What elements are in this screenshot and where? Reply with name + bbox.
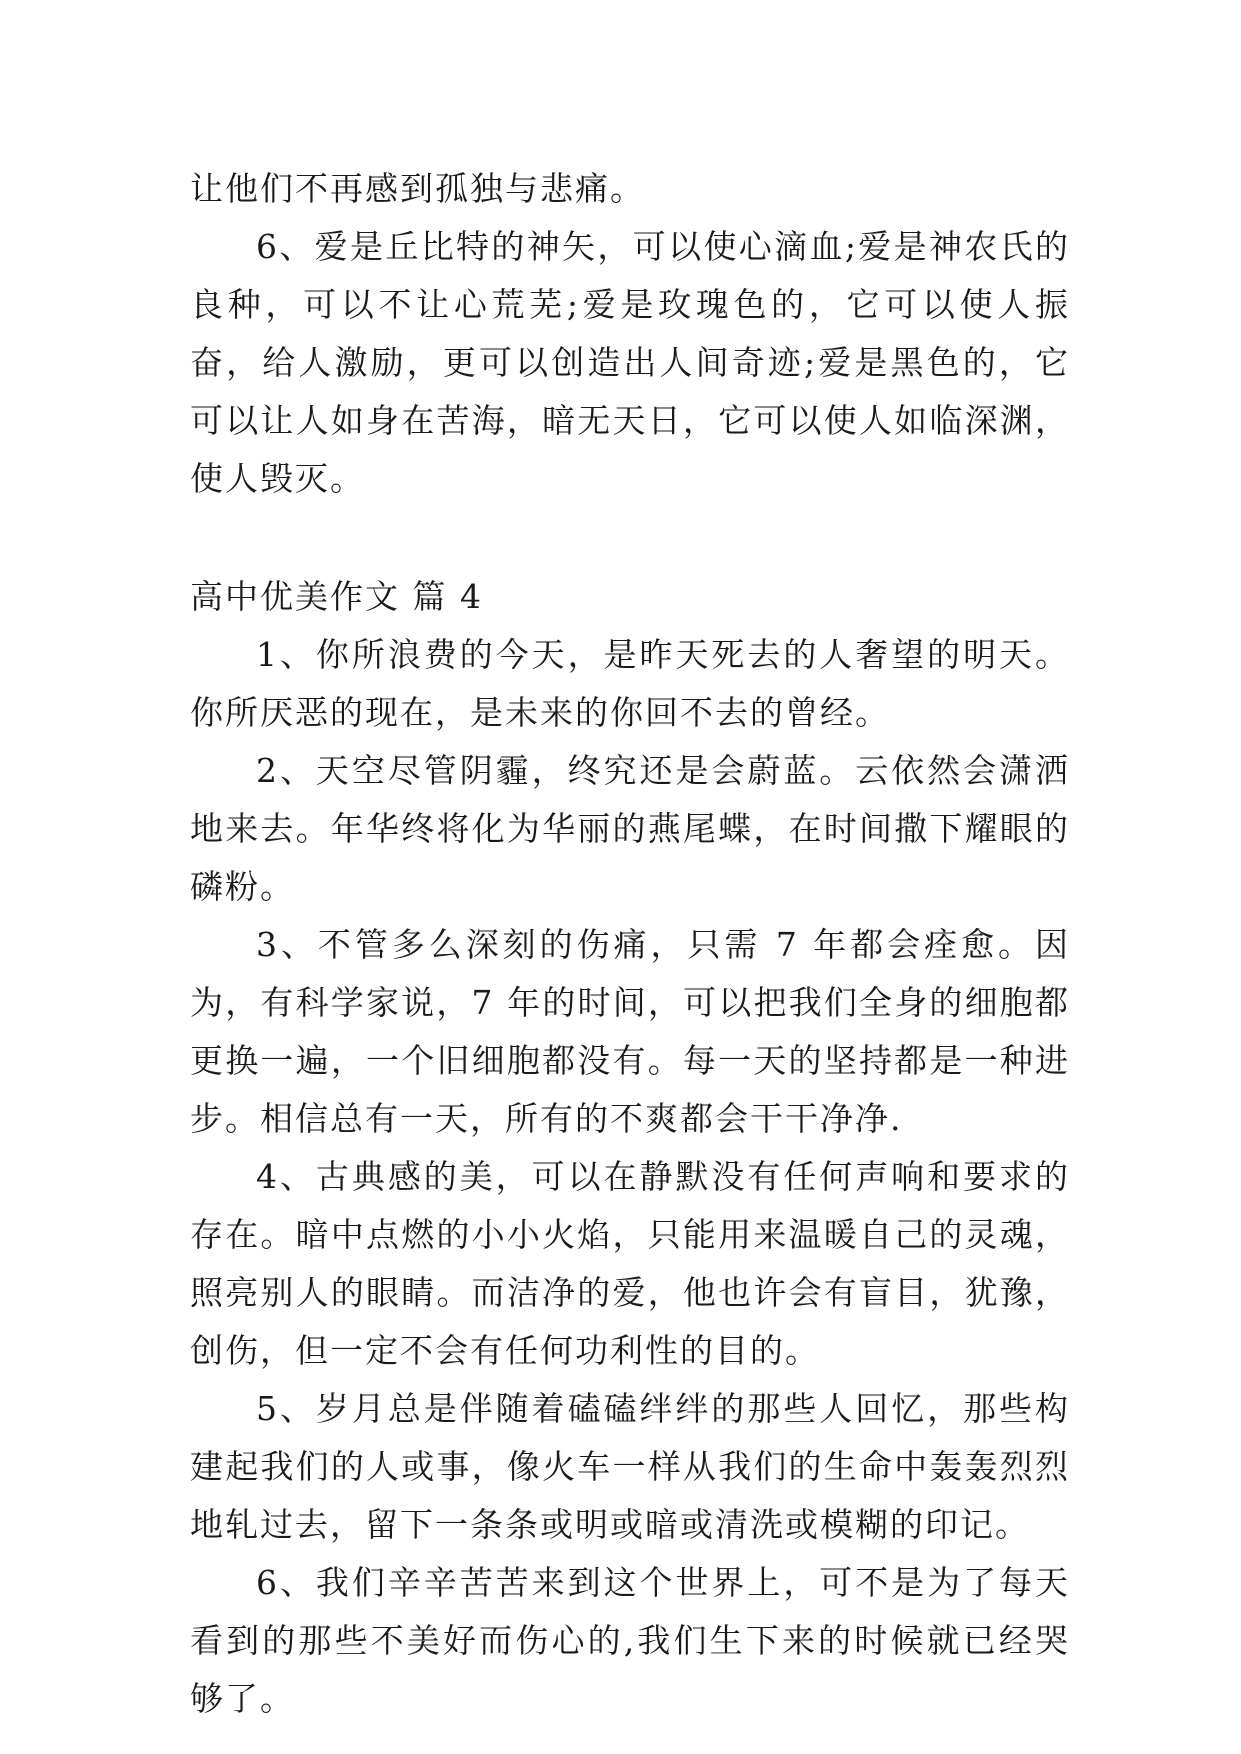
document-body [190, 160, 1070, 1728]
list-item: 1、你所浪费的今天，是昨天死去的人奢望的明天。你所厌恶的现在，是未来的你回不去的曾经。 [190, 635, 1070, 732]
list-item: 4、古典感的美，可以在静默没有任何声响和要求的存在。暗中点燃的小小火焰，只能用来温暖自己的灵魂，照亮别人的眼睛。而洁净的爱，他也许会有盲目，犹豫，创伤，但一定不会有任何功利性的目的。 [190, 1157, 1070, 1370]
list-item: 6、我们辛辛苦苦来到这个世界上，可不是为了每天看到的那些不美好而伤心的,我们生下来的时候就已经哭够了。 [190, 1563, 1070, 1718]
prev-item-6-paragraph: 6、爱是丘比特的神矢，可以使心滴血;爱是神农氏的良种，可以不让心荒芜;爱是玫瑰色的，它可以使人振奋，给人激励，更可以创造出人间奇迹;爱是黑色的，它可以让人如身在苦海，暗无天日，它可以使人如临深渊，使人毁灭。 [190, 227, 1070, 498]
list-item: 3、不管多么深刻的伤痛，只需 7 年都会痊愈。因为，有科学家说，7 年的时间，可以把我们全身的细胞都更换一遍，一个旧细胞都没有。每一天的坚持都是一种进步。相信总有一天，所有的不爽都会干干净净. [190, 925, 1070, 1138]
continuation-paragraph: 让他们不再感到孤独与悲痛。 [190, 169, 645, 208]
section-title: 高中优美作文 篇 4 [190, 577, 483, 616]
list-item: 5、岁月总是伴随着磕磕绊绊的那些人回忆，那些构建起我们的人或事，像火车一样从我们的生命中轰轰烈烈地轧过去，留下一条条或明或暗或清洗或模糊的印记。 [190, 1389, 1070, 1544]
list-item: 2、天空尽管阴霾，终究还是会蔚蓝。云依然会潇洒地来去。年华终将化为华丽的燕尾蝶，在时间撒下耀眼的磷粉。 [190, 751, 1070, 906]
